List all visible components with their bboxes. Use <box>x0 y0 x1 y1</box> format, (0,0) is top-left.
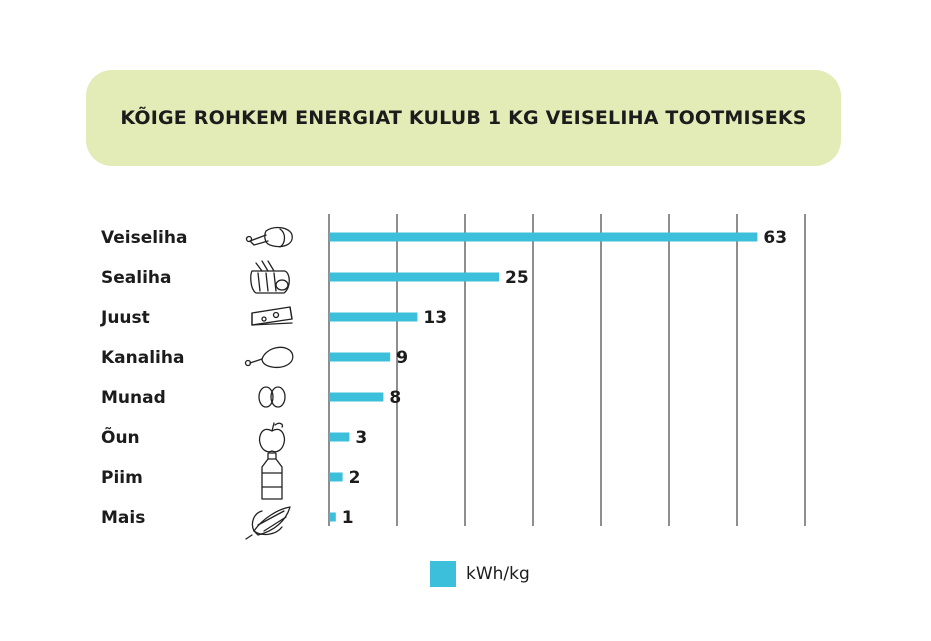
category-label: Mais <box>101 508 146 528</box>
value-label: 9 <box>396 348 409 368</box>
chart-title: KÕIGE ROHKEM ENERGIAT KULUB 1 KG VEISELIHA TOOTMISEKS <box>120 107 807 129</box>
bar <box>329 473 343 482</box>
value-label: 13 <box>423 308 448 328</box>
bar <box>329 433 349 442</box>
legend-label: kWh/kg <box>466 564 530 584</box>
value-label: 2 <box>348 468 361 488</box>
bar <box>329 353 390 362</box>
chicken-leg-icon <box>246 347 293 367</box>
cheese-icon <box>252 307 292 325</box>
bar <box>329 393 383 402</box>
eggs-icon <box>259 387 285 407</box>
category-label: Veiseliha <box>101 228 188 248</box>
bar <box>329 513 336 522</box>
value-label: 1 <box>341 508 354 528</box>
bar <box>329 273 499 282</box>
legend-swatch <box>430 561 456 587</box>
value-label: 63 <box>763 228 788 248</box>
category-label: Munad <box>101 388 166 408</box>
category-label: Piim <box>101 468 143 488</box>
milk-bottle-icon <box>262 453 282 499</box>
apple-icon <box>260 423 285 452</box>
meat-leg-icon <box>247 228 293 247</box>
value-label: 3 <box>355 428 368 448</box>
legend <box>430 561 530 587</box>
corn-icon <box>246 507 290 539</box>
category-label: Kanaliha <box>101 348 185 368</box>
category-label: Õun <box>101 428 140 448</box>
category-label: Juust <box>101 308 150 328</box>
bar <box>329 313 417 322</box>
bar <box>329 233 757 242</box>
pork-ribs-icon <box>251 261 289 293</box>
value-label: 25 <box>505 268 529 288</box>
value-label: 8 <box>389 388 402 408</box>
category-label: Sealiha <box>101 268 172 288</box>
